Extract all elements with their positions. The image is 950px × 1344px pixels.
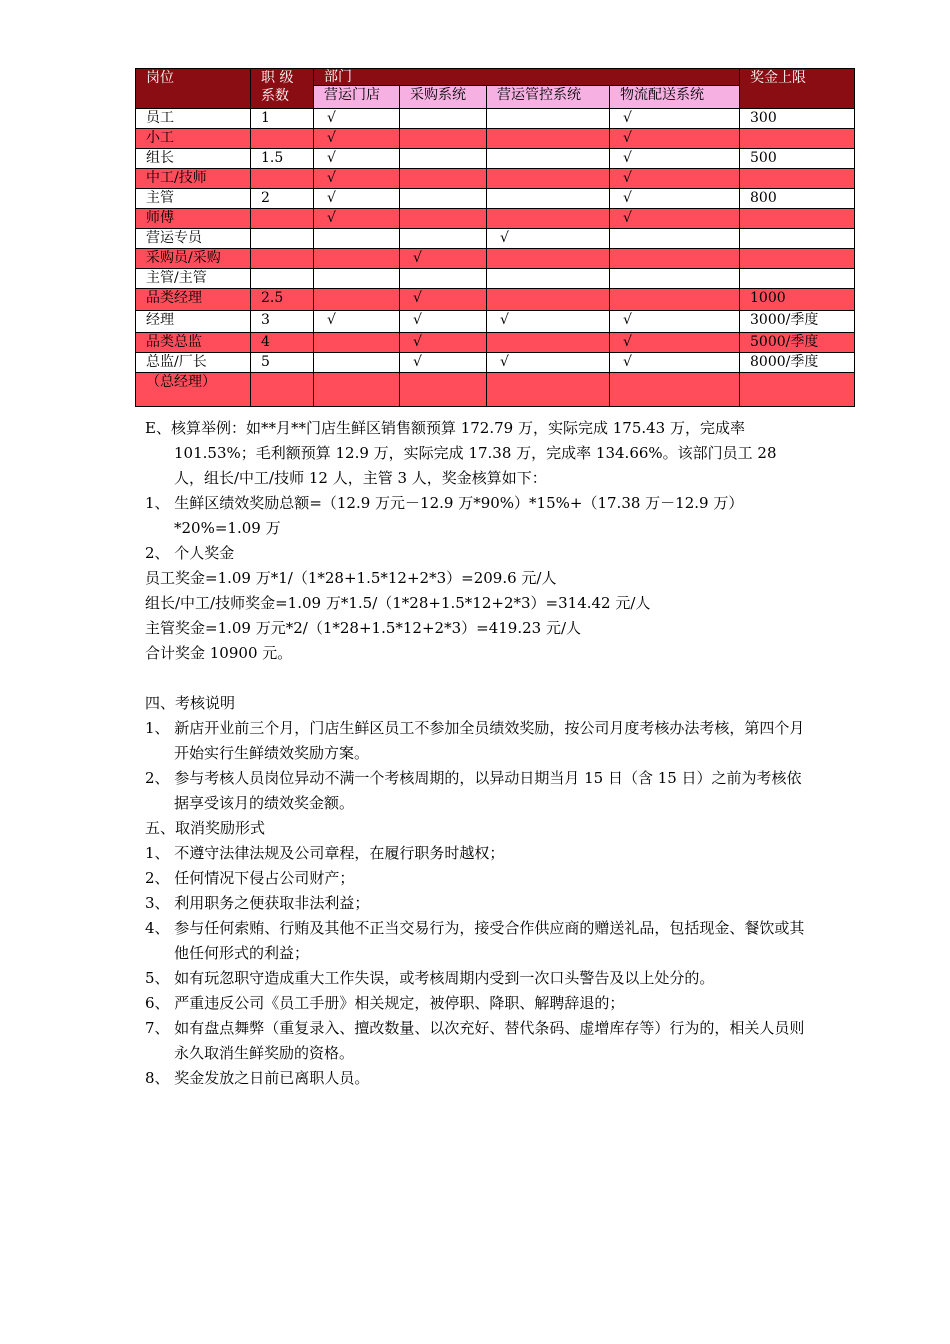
cell-position: 主管 — [136, 189, 251, 209]
section-4-item: 2、 参与考核人员岗位异动不满一个考核周期的，以异动日期当月 15 日（含 15 日）之前为考核依据享受该月的绩效奖金额。 — [145, 769, 802, 812]
cell-position: 品类经理 — [136, 289, 251, 311]
cell-coef — [251, 229, 314, 249]
staff-bonus: 员工奖金=1.09 万*1/（1*28+1.5*12+2*3）=209.6 元/人 — [145, 569, 557, 587]
cell-coef — [251, 169, 314, 189]
cell-position: 组长 — [136, 149, 251, 169]
header-dept-purchase: 采购系统 — [400, 86, 487, 109]
cell-dept-control — [487, 269, 610, 289]
cell-dept-logistics: √ — [610, 189, 740, 209]
total-bonus: 合计奖金 10900 元。 — [145, 644, 293, 662]
cell-dept-store: √ — [314, 109, 400, 129]
cell-bonus-cap — [740, 169, 855, 189]
cell-dept-purchase — [400, 229, 487, 249]
cell-dept-logistics — [610, 289, 740, 311]
header-dept-logistics: 物流配送系统 — [610, 86, 740, 109]
cell-dept-store — [314, 333, 400, 353]
table-row — [136, 373, 855, 407]
table-row — [136, 129, 855, 149]
section-5-item: 2、 任何情况下侵占公司财产； — [145, 869, 355, 887]
cell-dept-logistics — [610, 229, 740, 249]
cell-bonus-cap — [740, 229, 855, 249]
table-row — [136, 269, 855, 289]
header-dept-control: 营运管控系统 — [487, 86, 610, 109]
cell-dept-logistics: √ — [610, 333, 740, 353]
cell-coef: 1 — [251, 109, 314, 129]
cell-coef: 3 — [251, 311, 314, 333]
cell-dept-purchase — [400, 269, 487, 289]
cell-dept-store — [314, 249, 400, 269]
cell-position: 员工 — [136, 109, 251, 129]
cell-position: 小工 — [136, 129, 251, 149]
table-row — [136, 289, 855, 311]
section-5-item: 7、 如有盘点舞弊（重复录入、擅改数量、以次充好、替代条码、虚增库存等）行为的，相关人员则永久取消生鲜奖励的资格。 — [145, 1019, 805, 1062]
cell-dept-purchase: √ — [400, 311, 487, 333]
section-5-item: 4、 参与任何索贿、行贿及其他不正当交易行为，接受合作供应商的赠送礼品，包括现金、餐饮或其他任何形式的利益； — [145, 919, 805, 962]
cell-dept-logistics — [610, 249, 740, 269]
manager-bonus: 主管奖金=1.09 万元*2/（1*28+1.5*12+2*3）=419.23 元/人 — [145, 619, 582, 637]
cell-dept-store: √ — [314, 311, 400, 333]
cell-dept-control — [487, 289, 610, 311]
cell-dept-store: √ — [314, 189, 400, 209]
cell-coef — [251, 249, 314, 269]
cell-dept-logistics: √ — [610, 129, 740, 149]
header-position: 岗位 — [136, 69, 251, 109]
cell-bonus-cap — [740, 209, 855, 229]
table-row — [136, 311, 855, 333]
table-row — [136, 109, 855, 129]
cell-dept-purchase — [400, 109, 487, 129]
cell-dept-control: √ — [487, 229, 610, 249]
cell-dept-store: √ — [314, 129, 400, 149]
calc-step-2: 2、 个人奖金 — [145, 544, 235, 562]
cell-dept-control — [487, 109, 610, 129]
cell-dept-logistics: √ — [610, 353, 740, 373]
cell-bonus-cap: 500 — [740, 149, 855, 169]
cell-dept-control — [487, 333, 610, 353]
cell-bonus-cap — [740, 249, 855, 269]
cell-dept-logistics: √ — [610, 169, 740, 189]
section-5-item: 8、 奖金发放之日前已离职人员。 — [145, 1069, 370, 1087]
cell-bonus-cap: 1000 — [740, 289, 855, 311]
cell-bonus-cap — [740, 129, 855, 149]
section-5-item: 6、 严重违反公司《员工手册》相关规定，被停职、降职、解聘辞退的； — [145, 994, 625, 1012]
cell-position: （总经理） — [136, 373, 251, 407]
cell-dept-logistics — [610, 373, 740, 407]
cell-dept-control — [487, 373, 610, 407]
cell-coef: 4 — [251, 333, 314, 353]
document-body — [145, 416, 810, 1091]
cell-bonus-cap — [740, 373, 855, 407]
table-body — [136, 109, 855, 407]
calc-step-1: 1、 生鲜区绩效奖励总额=（12.9 万元－12.9 万*90%）*15%+（17.38 万－12.9 万）*20%=1.09 万 — [145, 494, 744, 537]
table-row — [136, 333, 855, 353]
cell-coef: 2 — [251, 189, 314, 209]
header-dept-store: 营运门店 — [314, 86, 400, 109]
cell-dept-control: √ — [487, 311, 610, 333]
cell-bonus-cap: 300 — [740, 109, 855, 129]
cell-dept-control — [487, 249, 610, 269]
cell-dept-control — [487, 189, 610, 209]
leader-bonus: 组长/中工/技师奖金=1.09 万*1.5/（1*28+1.5*12+2*3）=314.42 元/人 — [145, 594, 651, 612]
table-row — [136, 169, 855, 189]
cell-position: 中工/技师 — [136, 169, 251, 189]
cell-dept-logistics: √ — [610, 149, 740, 169]
cell-dept-logistics: √ — [610, 109, 740, 129]
section-4-item: 1、 新店开业前三个月，门店生鲜区员工不参加全员绩效奖励，按公司月度考核办法考核，第四个月开始实行生鲜绩效奖励方案。 — [145, 719, 805, 762]
cell-bonus-cap: 800 — [740, 189, 855, 209]
table-row — [136, 249, 855, 269]
cell-dept-store: √ — [314, 209, 400, 229]
cell-dept-store — [314, 353, 400, 373]
table-row — [136, 149, 855, 169]
cell-dept-purchase: √ — [400, 353, 487, 373]
cell-dept-store — [314, 373, 400, 407]
cell-bonus-cap — [740, 269, 855, 289]
cell-dept-purchase — [400, 169, 487, 189]
cell-dept-purchase: √ — [400, 333, 487, 353]
cell-dept-purchase — [400, 129, 487, 149]
cell-dept-store: √ — [314, 149, 400, 169]
cell-position: 主管/主管 — [136, 269, 251, 289]
cell-position: 总监/厂长 — [136, 353, 251, 373]
cell-coef — [251, 209, 314, 229]
cell-position: 营运专员 — [136, 229, 251, 249]
cell-coef — [251, 373, 314, 407]
cell-coef: 1.5 — [251, 149, 314, 169]
cell-position: 师傅 — [136, 209, 251, 229]
header-grade-coef: 职 级 系数 — [251, 69, 314, 109]
section-5-title: 五、取消奖励形式 — [145, 819, 266, 837]
cell-dept-control — [487, 169, 610, 189]
cell-dept-control — [487, 209, 610, 229]
header-department: 部门 — [314, 69, 740, 86]
cell-bonus-cap: 3000/季度 — [740, 311, 855, 333]
cell-dept-store — [314, 229, 400, 249]
cell-bonus-cap: 5000/季度 — [740, 333, 855, 353]
cell-coef — [251, 269, 314, 289]
cell-dept-logistics — [610, 269, 740, 289]
cell-coef: 2.5 — [251, 289, 314, 311]
cell-dept-purchase: √ — [400, 289, 487, 311]
accounting-example: E、核算举例：如**月**门店生鲜区销售额预算 172.79 万，实际完成 175.43 万，完成率 101.53%；毛利额预算 12.9 万，实际完成 17.38 万，完成率 134.66%。该部门员工 28 人，组长/中工/技师 12 人，主管 3 人，奖金核算如下： — [145, 419, 777, 487]
cell-dept-store — [314, 269, 400, 289]
cell-dept-control — [487, 149, 610, 169]
cell-dept-logistics: √ — [610, 209, 740, 229]
table-row — [136, 189, 855, 209]
table-row — [136, 353, 855, 373]
section-5-item: 5、 如有玩忽职守造成重大工作失误，或考核周期内受到一次口头警告及以上处分的。 — [145, 969, 715, 987]
cell-position: 采购员/采购 — [136, 249, 251, 269]
cell-dept-store — [314, 289, 400, 311]
header-bonus-cap: 奖金上限 — [740, 69, 855, 109]
cell-dept-logistics: √ — [610, 311, 740, 333]
cell-coef: 5 — [251, 353, 314, 373]
cell-position: 经理 — [136, 311, 251, 333]
table-row — [136, 209, 855, 229]
table-row — [136, 229, 855, 249]
section-4-title: 四、考核说明 — [145, 694, 236, 712]
cell-dept-purchase — [400, 189, 487, 209]
cell-dept-purchase — [400, 373, 487, 407]
section-5-item: 3、 利用职务之便获取非法利益； — [145, 894, 370, 912]
bonus-table — [135, 68, 855, 407]
cell-bonus-cap: 8000/季度 — [740, 353, 855, 373]
cell-dept-store: √ — [314, 169, 400, 189]
section-5-item: 1、 不遵守法律法规及公司章程，在履行职务时越权； — [145, 844, 505, 862]
cell-dept-purchase — [400, 209, 487, 229]
cell-dept-control — [487, 129, 610, 149]
cell-dept-purchase: √ — [400, 249, 487, 269]
cell-position: 品类总监 — [136, 333, 251, 353]
cell-dept-purchase — [400, 149, 487, 169]
cell-coef — [251, 129, 314, 149]
cell-dept-control: √ — [487, 353, 610, 373]
blank-line — [145, 666, 810, 691]
